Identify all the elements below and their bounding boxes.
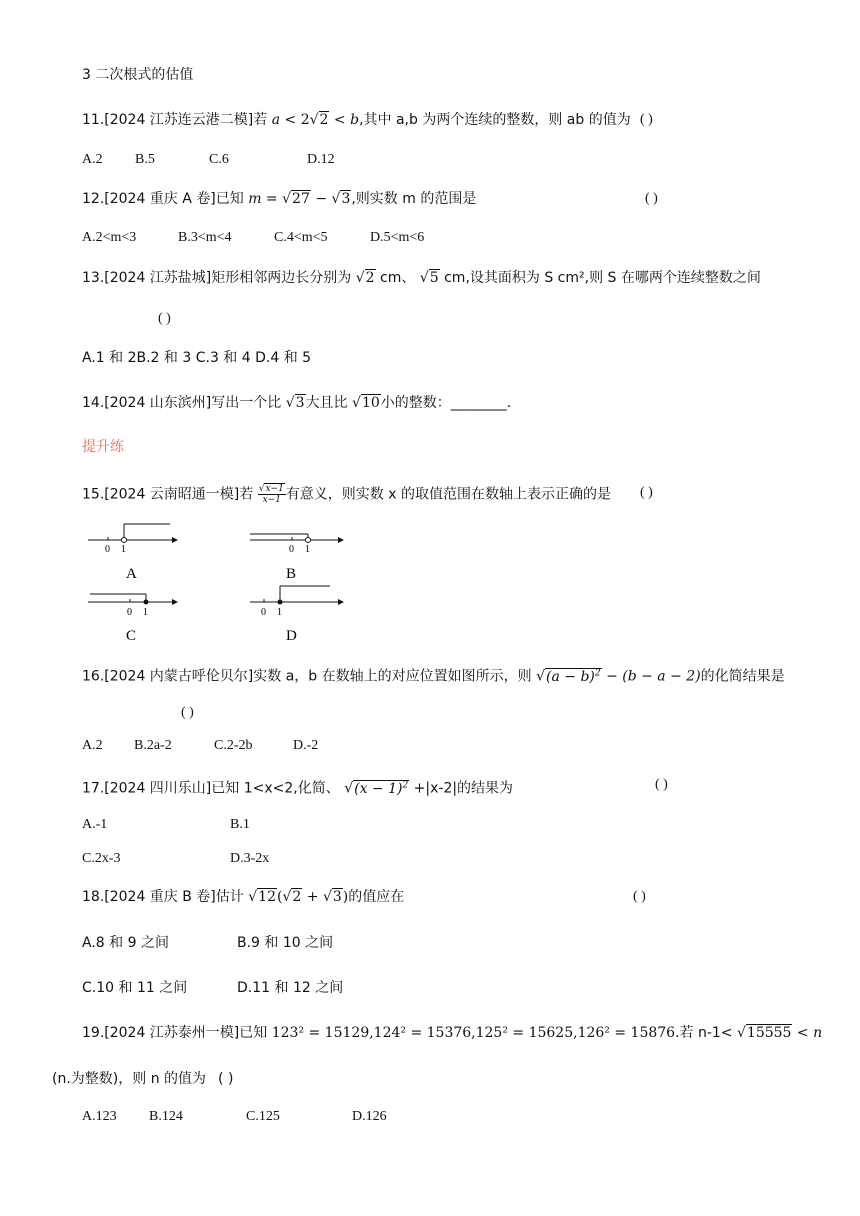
q16-stem-end: 的化简结果是 xyxy=(700,668,785,685)
tick-label: 1 xyxy=(121,544,126,555)
q18-radicand-2: 2 xyxy=(292,889,302,905)
q12-minus: − xyxy=(310,191,332,207)
q19-var-n: n xyxy=(813,1025,823,1041)
question-17 xyxy=(82,776,513,798)
diagram-label: D xyxy=(286,628,297,644)
q11-lt2: < xyxy=(329,112,351,128)
question-18 xyxy=(82,888,404,906)
q17-option: B.1 xyxy=(230,817,250,832)
q17-option: C.2x-3 xyxy=(82,851,121,866)
sqrt-sign: √ xyxy=(344,780,354,797)
q19-mid: .若 n-1< xyxy=(675,1025,737,1041)
diagram-label: C xyxy=(126,628,137,644)
q12-option: C.4<m<5 xyxy=(274,230,328,245)
question-16 xyxy=(82,664,785,686)
q18-option: C.10 和 11 之间 xyxy=(82,980,188,996)
q19-stem: 19.[2024 江苏泰州一模]已知 xyxy=(82,1025,272,1041)
tick-label: 1 xyxy=(143,607,148,618)
question-13 xyxy=(82,269,761,287)
q12-answer-paren: ( ) xyxy=(645,191,658,206)
sqrt-sign: √ xyxy=(248,889,258,905)
q11-option: A.2 xyxy=(82,152,103,167)
q16-radicand-base: (a − b) xyxy=(546,668,595,685)
question-15 xyxy=(82,484,611,505)
q17-exponent: 2 xyxy=(402,780,409,790)
q16-answer-paren: ( ) xyxy=(181,705,194,720)
tick-label: 0 xyxy=(289,544,294,555)
tick-label: 0 xyxy=(105,544,110,555)
number-line-D xyxy=(250,586,344,644)
q16-option: C.2-2b xyxy=(214,738,253,753)
sqrt-sign: √ xyxy=(737,1025,746,1041)
sqrt-sign: √ xyxy=(309,112,319,128)
question-11 xyxy=(82,111,631,129)
q16-exponent: 2 xyxy=(594,668,601,678)
diagram-label: B xyxy=(286,566,297,582)
sqrt-sign: √ xyxy=(536,668,546,685)
question-14 xyxy=(82,394,511,412)
q12-stem: 12.[2024 重庆 A 卷]已知 xyxy=(82,191,249,207)
q14-radicand-2: 10 xyxy=(361,395,380,411)
q12-stem-end: ,则实数 m 的范围是 xyxy=(351,191,477,207)
q14-stem: 14.[2024 山东滨州]写出一个比 xyxy=(82,395,286,411)
sqrt-sign: √ xyxy=(322,889,332,905)
q17-radicand xyxy=(353,780,409,797)
sqrt-sign: √ xyxy=(331,191,341,207)
sqrt-sign: √ xyxy=(285,395,295,411)
q15-stem: 15.[2024 云南昭通一模]若 xyxy=(82,486,258,503)
q18-answer-paren: ( ) xyxy=(633,889,646,904)
question-12 xyxy=(82,190,476,208)
q19-option: C.125 xyxy=(246,1109,280,1124)
q15-frac-numerator: x−1 xyxy=(265,484,284,494)
number-line-B xyxy=(250,534,344,582)
diagram-label: A xyxy=(126,566,137,582)
question-19 xyxy=(82,1024,822,1042)
q17-answer-paren: ( ) xyxy=(655,777,668,792)
q18-stem-end: 的值应在 xyxy=(348,889,405,905)
q11-option: B.5 xyxy=(135,152,155,167)
sqrt-sign: √ xyxy=(282,191,292,207)
q15-number-line-figure xyxy=(80,516,360,646)
q19-option: D.126 xyxy=(352,1109,387,1124)
q16-rest: − (b − a − 2) xyxy=(601,668,701,685)
tick-label: 1 xyxy=(305,544,310,555)
number-line-C xyxy=(88,594,178,644)
q17-option: A.-1 xyxy=(82,817,108,832)
q13-stem: 13.[2024 江苏盐城]矩形相邻两边长分别为 xyxy=(82,270,356,286)
q18-radicand-1: 12 xyxy=(258,889,276,905)
q11-option: C.6 xyxy=(209,152,229,167)
q13-radicand-2: 5 xyxy=(429,270,439,286)
q19-squares: 123² = 15129,124² = 15376,125² = 15625,126² = 15876 xyxy=(271,1025,676,1041)
q18-option: B.9 和 10 之间 xyxy=(237,935,334,951)
q18-close-paren: ) xyxy=(342,889,349,905)
q13-stem-end: cm,设其面积为 S cm²,则 S 在哪两个连续整数之间 xyxy=(439,270,761,286)
sqrt-sign: √ xyxy=(352,395,361,411)
q16-option: A.2 xyxy=(82,738,103,753)
q12-radicand-1: 27 xyxy=(292,191,310,207)
q11-option: D.12 xyxy=(307,152,335,167)
q13-mid: cm、 xyxy=(375,270,416,286)
q12-option: B.3<m<4 xyxy=(178,230,232,245)
q19-radicand: 15555 xyxy=(746,1025,792,1041)
tick-label: 0 xyxy=(127,607,132,618)
q19-answer-paren: ( ) xyxy=(218,1071,234,1087)
sqrt-sign: √ xyxy=(282,889,292,905)
q18-open-paren: ( xyxy=(276,889,283,905)
q16-stem: 16.[2024 内蒙古呼伦贝尔]实数 a，b 在数轴上的对应位置如图所示，则 xyxy=(82,668,537,685)
q19-option: A.123 xyxy=(82,1109,117,1124)
q11-stem-end: ,其中 a,b 为两个连续的整数，则 ab 的值为 xyxy=(359,112,631,128)
q18-plus: + xyxy=(302,889,323,905)
q15-stem-end: 有意义，则实数 x 的取值范围在数轴上表示正确的是 xyxy=(285,486,611,503)
q12-option: A.2<m<3 xyxy=(82,230,137,245)
q13-options: A.1 和 2B.2 和 3 C.3 和 4 D.4 和 5 xyxy=(82,350,312,366)
q16-option: D.-2 xyxy=(293,738,319,753)
sqrt-sign: √ xyxy=(355,270,365,286)
q19-lt: < xyxy=(792,1025,814,1041)
q15-frac-denominator: x−1 xyxy=(262,495,281,505)
q17-stem-end: +|x-2|的结果为 xyxy=(409,780,514,797)
tick-label: 0 xyxy=(261,607,266,618)
q11-var-a: a xyxy=(271,112,281,128)
subsection-heading: 提升练 xyxy=(82,439,124,455)
q17-stem: 17.[2024 四川乐山]已知 1<x<2,化简、 xyxy=(82,780,345,797)
q12-eq: = xyxy=(261,191,283,207)
q17-radicand-base: (x − 1) xyxy=(354,780,403,797)
q13-answer-paren: ( ) xyxy=(158,311,171,326)
q16-radicand xyxy=(545,668,602,685)
q18-radicand-3: 3 xyxy=(332,889,342,905)
q17-option: D.3-2x xyxy=(230,851,270,866)
q11-answer-paren: ( ) xyxy=(640,112,653,127)
q16-option: B.2a-2 xyxy=(134,738,172,753)
q18-stem: 18.[2024 重庆 B 卷]估计 xyxy=(82,889,249,905)
q14-radicand-1: 3 xyxy=(295,395,305,411)
question-19-line2 xyxy=(52,1070,233,1088)
q18-option: D.11 和 12 之间 xyxy=(237,980,344,996)
q13-radicand-1: 2 xyxy=(365,270,375,286)
number-line-A xyxy=(88,524,178,582)
q11-lt: < 2 xyxy=(280,112,310,128)
q12-option: D.5<m<6 xyxy=(370,230,425,245)
q14-mid: 大且比 xyxy=(305,395,353,411)
tick-label: 1 xyxy=(277,607,282,618)
q12-radicand-2: 3 xyxy=(341,191,351,207)
q11-stem: 11.[2024 江苏连云港二模]若 xyxy=(82,112,272,128)
q12-var-m: m xyxy=(248,191,262,207)
sqrt-sign: √ xyxy=(415,270,429,286)
q14-stem-end: 小的整数：________. xyxy=(380,395,512,411)
q11-radicand: 2 xyxy=(319,112,329,128)
q15-fraction: $\frac{√x-1}{x-1}$ xyxy=(258,484,284,505)
section-heading: 3 二次根式的估值 xyxy=(82,67,194,83)
q18-option: A.8 和 9 之间 xyxy=(82,935,169,951)
q15-answer-paren: ( ) xyxy=(640,485,653,500)
q11-var-b: b xyxy=(350,112,360,128)
q19-option: B.124 xyxy=(149,1109,183,1124)
q19-stem-end: (n.为整数)，则 n 的值为 xyxy=(52,1071,207,1087)
